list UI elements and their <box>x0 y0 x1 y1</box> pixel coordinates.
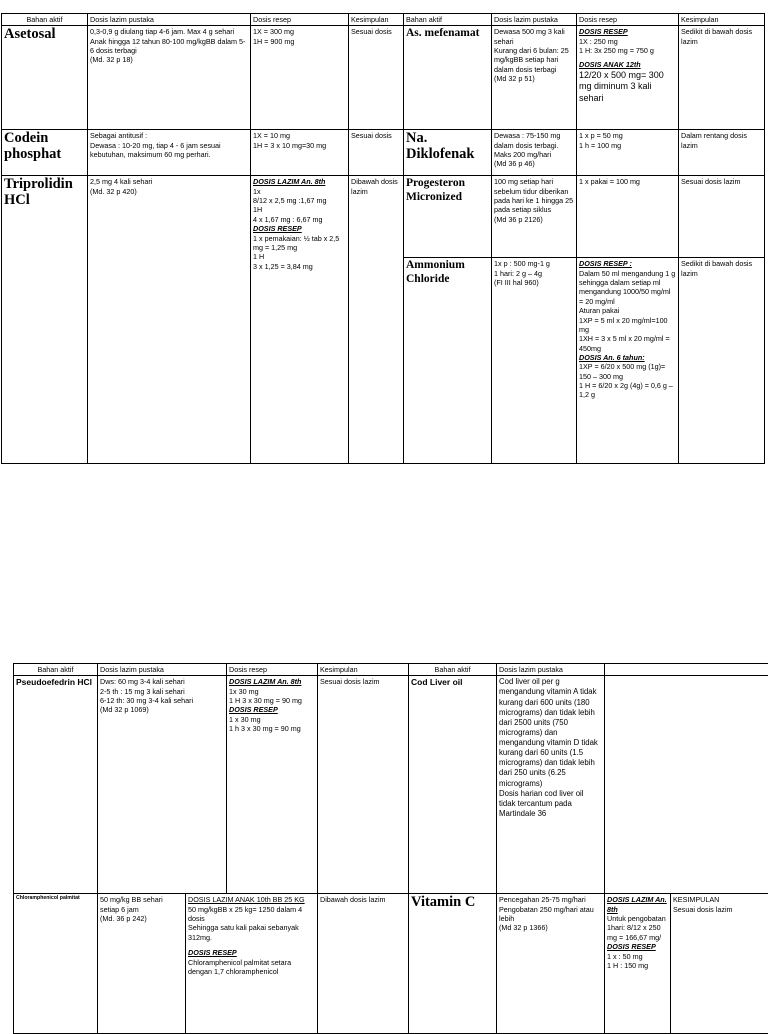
dosis-pustaka: Cod liver oil per g mengandung vitamin A tidak kurang dari 600 units (180 micrograms) dan tidak lebih dari 2500 units (750 micrograms) dan mengandung vitamin D tidak kurang dari 60 units (1.5 micrograms) dan tidak lebih dari 250 units (6.25 micrograms) Dosis harian cod liver oil tidak tercantum pada Martindale 36 <box>497 676 605 894</box>
dosis-pustaka: 0,3-0,9 g diulang tiap 4-6 jam. Max 4 g sehari Anak hingga 12 tahun 80-100 mg/kgBB dalam 5-6 dosis terbagi (Md. 32 p 18) <box>88 26 251 130</box>
dosis-resep: DOSIS LAZIM ANAK 10th BB 25 KG 50 mg/kgBB x 25 kg= 1250 dalam 4 dosis Sehingga satu kali pakai sebanyak 312mg. DOSIS RESEP Chloramphenicol palmitat setara dengan 1,7 chloramphenicol <box>186 894 318 1034</box>
dosage-table-1 <box>1 13 765 464</box>
dosage-table-2 <box>13 663 768 1034</box>
dosis-pustaka: Sebagai antitusif : Dewasa : 10-20 mg, tiap 4 - 6 jam sesuai kebutuhan, maksimum 60 mg perhari. <box>88 130 251 176</box>
kesimpulan: Dibawah dosis lazim <box>318 894 409 1034</box>
drug-name: Vitamin C <box>409 894 497 1034</box>
dosis-resep: DOSIS RESEP : Dalam 50 ml mengandung 1 g sehingga dalam setiap ml mengandung 1000/50 mg/ml = 20 mg/ml Aturan pakai 1XP = 5 ml x 20 mg/ml=100 mg 1XH = 3 x 5 ml x 20 mg/ml = 450mg DOSIS An. 6 tahun: 1XP = 6/20 x 500 mg (1g)= 150 – 300 mg 1 H = 6/20 x 2g (4g) = 0,6 g – 1,2 g <box>577 258 679 464</box>
dosis-pustaka: 100 mg setiap hari sebelum tidur diberikan pada hari ke 1 hingga 25 pada setiap siklus (Md 36 p 2126) <box>492 176 577 258</box>
kesimpulan: Sesuai dosis <box>349 130 404 176</box>
dosis-pustaka: 50 mg/kg BB sehari setiap 6 jam (Md. 36 p 242) <box>98 894 186 1034</box>
table-header-row <box>2 14 765 26</box>
drug-name: Codein phosphat <box>2 130 88 176</box>
kesimpulan: Sesuai dosis <box>349 26 404 130</box>
drug-name: Chloramphenicol palmitat <box>14 894 98 1034</box>
drug-name: Pseudoefedrin HCl <box>14 676 98 894</box>
table-row <box>2 26 765 130</box>
table-row <box>2 176 765 258</box>
empty-cell <box>605 676 768 894</box>
kesimpulan: Sedikit di bawah dosis lazim <box>679 26 765 130</box>
dosis-resep: DOSIS RESEP 1X : 250 mg 1 H: 3x 250 mg = 750 g DOSIS ANAK 12th 12/20 x 500 mg= 300 mg diminum 3 kali sehari <box>577 26 679 130</box>
dosis-pustaka: 1x p : 500 mg-1 g 1 hari: 2 g – 4g (FI III hal 960) <box>492 258 577 464</box>
header-bahan-aktif-2: Bahan aktif <box>409 664 497 676</box>
dosis-pustaka: 2,5 mg 4 kali sehari (Md. 32 p 420) <box>88 176 251 464</box>
kesimpulan: Sesuai dosis lazim <box>318 676 409 894</box>
dosis-pustaka: Pencegahan 25-75 mg/hari Pengobatan 250 mg/hari atau lebih (Md 32 p 1366) <box>497 894 605 1034</box>
header-kesimpulan: Kesimpulan <box>318 664 409 676</box>
dosis-resep: 1X = 10 mg 1H = 3 x 10 mg=30 mg <box>251 130 349 176</box>
drug-name: As. mefenamat <box>404 26 492 130</box>
kesimpulan: Dibawah dosis lazim <box>349 176 404 464</box>
drug-name: Triprolidin HCl <box>2 176 88 464</box>
dosis-resep: DOSIS LAZIM An. 8th 1x 8/12 x 2,5 mg :1,67 mg 1H 4 x 1,67 mg : 6,67 mg DOSIS RESEP 1 x pemakaian: ½ tab x 2,5 mg = 1,25 mg 1 H 3 x 1,25 = 3,84 mg <box>251 176 349 464</box>
dosis-pustaka: Dewasa 500 mg 3 kali sehari Kurang dari 6 bulan: 25 mg/kgBB setiap hari dalam dosis terbagi (Md 32 p 51) <box>492 26 577 130</box>
header-dosis-resep: Dosis resep <box>251 14 349 26</box>
header-kesimpulan: Kesimpulan <box>349 14 404 26</box>
dosis-resep: 1 x pakai = 100 mg <box>577 176 679 258</box>
drug-name: Ammonium Chloride <box>404 258 492 464</box>
header-dosis-lazim-2: Dosis lazim pustaka <box>497 664 605 676</box>
header-bahan-aktif: Bahan aktif <box>14 664 98 676</box>
kesimpulan: Sedikit di bawah dosis lazim <box>679 258 765 464</box>
drug-name: Progesteron Micronized <box>404 176 492 258</box>
header-empty <box>605 664 768 676</box>
drug-name: Asetosal <box>2 26 88 130</box>
table-row <box>14 676 768 894</box>
dosis-pustaka: Dws: 60 mg 3-4 kali sehari 2-5 th : 15 mg 3 kali sehari 6-12 th: 30 mg 3-4 kali sehari (Md 32 p 1069) <box>98 676 227 894</box>
table-row <box>2 130 765 176</box>
dosis-pustaka: Dewasa : 75-150 mg dalam dosis terbagi. Maks 200 mg/hari (Md 36 p 46) <box>492 130 577 176</box>
dosis-resep: DOSIS LAZIM An. 8th 1x 30 mg 1 H 3 x 30 mg = 90 mg DOSIS RESEP 1 x 30 mg 1 h 3 x 30 mg = 90 mg <box>227 676 318 894</box>
header-bahan-aktif: Bahan aktif <box>2 14 88 26</box>
header-dosis-resep-2: Dosis resep <box>577 14 679 26</box>
kesimpulan: KESIMPULAN Sesuai dosis lazim <box>671 894 768 1034</box>
table-header-row <box>14 664 768 676</box>
kesimpulan: Dalam rentang dosis lazim <box>679 130 765 176</box>
table-row <box>14 894 768 1034</box>
header-dosis-lazim-2: Dosis lazim pustaka <box>492 14 577 26</box>
header-dosis-resep: Dosis resep <box>227 664 318 676</box>
drug-name: Na. Diklofenak <box>404 130 492 176</box>
drug-name: Cod Liver oil <box>409 676 497 894</box>
kesimpulan: Sesuai dosis lazim <box>679 176 765 258</box>
header-kesimpulan-2: Kesimpulan <box>679 14 765 26</box>
dosis-resep: DOSIS LAZIM An. 8th Untuk pengobatan 1hari: 8/12 x 250 mg = 166,67 mg/ DOSIS RESEP 1 x : 50 mg 1 H : 150 mg <box>605 894 671 1034</box>
header-dosis-lazim: Dosis lazim pustaka <box>98 664 227 676</box>
dosis-resep: 1X = 300 mg 1H = 900 mg <box>251 26 349 130</box>
header-bahan-aktif-2: Bahan aktif <box>404 14 492 26</box>
dosis-resep: 1 x p = 50 mg 1 h = 100 mg <box>577 130 679 176</box>
header-dosis-lazim: Dosis lazim pustaka <box>88 14 251 26</box>
